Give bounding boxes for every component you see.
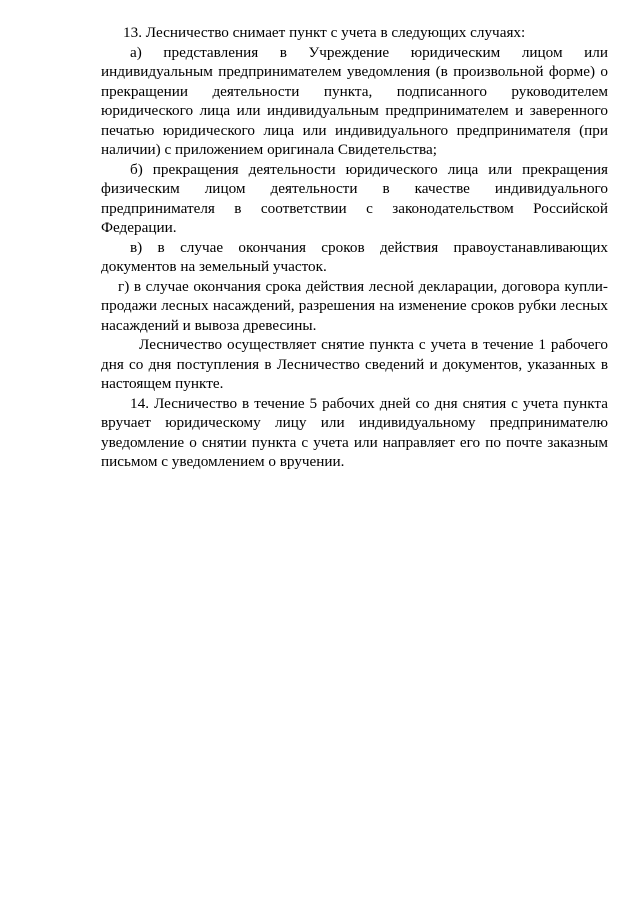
- paragraph-13: 13. Лесничество снимает пункт с учета в следующих случаях:: [123, 24, 526, 41]
- paragraph-14: 14. Лесничество в течение 5 рабочих дней со дня снятия с учета пункта вручает юридическому лицу или индивидуальному предпринимателю уведомление о снятии пункта с учета или направляет его по почте заказным письмом с уведомлением о вручении.: [101, 394, 608, 470]
- paragraph-13-note: Лесничество осуществляет снятие пункта с учета в течение 1 рабочего дня со дня поступления в Лесничество сведений и документов, указанных в настоящем пункте.: [101, 336, 608, 392]
- document-page: [101, 23, 608, 472]
- paragraph-13-g: г) в случае окончания срока действия лесной декларации, договора купли-продажи лесных насаждений, разрешения на изменение сроков рубки лесных насаждений и вывоза древесины.: [101, 277, 608, 334]
- paragraph-13-v: в) в случае окончания сроков действия правоустанавливающих документов на земельный участок.: [101, 238, 608, 275]
- paragraph-13-b: б) прекращения деятельности юридического лица или прекращения физическим лицом деятельности в качестве индивидуального предпринимателя в соответствии с законодательством Российской Федерации.: [101, 160, 608, 236]
- paragraph-13-a: а) представления в Учреждение юридическим лицом или индивидуальным предпринимателем уведомления (в произвольной форме) о прекращении деятельности пункта, подписанного руководителем юридического лица или индивидуальным предпринимателем и заверенного печатью юридического лица или индивидуального предпринимателя (при наличии) с приложением оригинала Свидетельства;: [101, 43, 608, 158]
